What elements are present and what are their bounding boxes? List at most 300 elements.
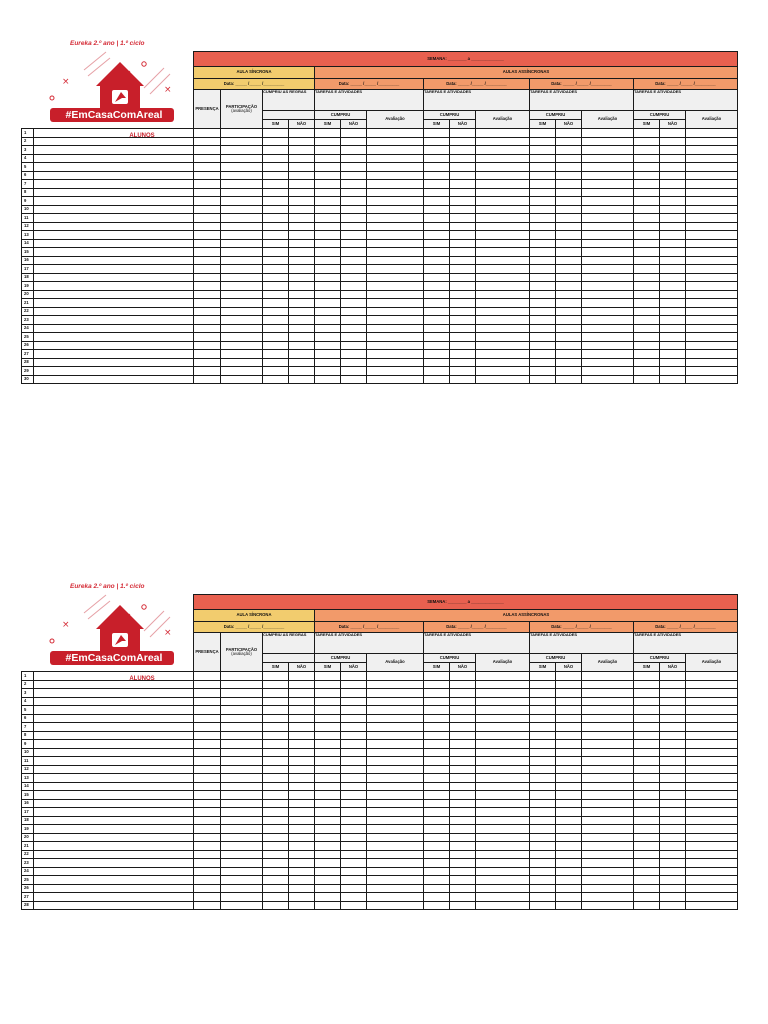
grade-cell[interactable] xyxy=(367,740,424,749)
grade-cell[interactable] xyxy=(367,154,424,163)
grade-cell[interactable] xyxy=(341,782,367,791)
grade-cell[interactable] xyxy=(582,333,634,342)
grade-cell[interactable] xyxy=(263,672,289,681)
grade-cell[interactable] xyxy=(221,188,263,197)
grade-cell[interactable] xyxy=(530,171,556,180)
student-name-cell[interactable] xyxy=(34,808,194,817)
grade-cell[interactable] xyxy=(315,367,341,376)
grade-cell[interactable] xyxy=(450,341,476,350)
grade-cell[interactable] xyxy=(194,341,221,350)
grade-cell[interactable] xyxy=(660,299,686,308)
grade-cell[interactable] xyxy=(424,188,450,197)
grade-cell[interactable] xyxy=(315,163,341,172)
grade-cell[interactable] xyxy=(263,714,289,723)
grade-cell[interactable] xyxy=(686,146,738,155)
grade-cell[interactable] xyxy=(367,248,424,257)
grade-cell[interactable] xyxy=(315,680,341,689)
grade-cell[interactable] xyxy=(341,256,367,265)
grade-cell[interactable] xyxy=(289,299,315,308)
grade-cell[interactable] xyxy=(367,672,424,681)
grade-cell[interactable] xyxy=(476,774,530,783)
grade-cell[interactable] xyxy=(450,222,476,231)
grade-cell[interactable] xyxy=(556,859,582,868)
grade-cell[interactable] xyxy=(660,706,686,715)
grade-cell[interactable] xyxy=(367,256,424,265)
grade-cell[interactable] xyxy=(634,765,660,774)
grade-cell[interactable] xyxy=(660,163,686,172)
grade-cell[interactable] xyxy=(634,680,660,689)
grade-cell[interactable] xyxy=(315,273,341,282)
grade-cell[interactable] xyxy=(660,731,686,740)
grade-cell[interactable] xyxy=(530,205,556,214)
student-name-cell[interactable] xyxy=(34,740,194,749)
grade-cell[interactable] xyxy=(263,791,289,800)
grade-cell[interactable] xyxy=(194,324,221,333)
grade-cell[interactable] xyxy=(424,867,450,876)
grade-cell[interactable] xyxy=(450,689,476,698)
grade-cell[interactable] xyxy=(194,358,221,367)
student-name-cell[interactable] xyxy=(34,316,194,325)
grade-cell[interactable] xyxy=(582,680,634,689)
grade-cell[interactable] xyxy=(686,680,738,689)
grade-cell[interactable] xyxy=(582,256,634,265)
grade-cell[interactable] xyxy=(194,757,221,766)
grade-cell[interactable] xyxy=(476,706,530,715)
grade-cell[interactable] xyxy=(634,706,660,715)
grade-cell[interactable] xyxy=(341,757,367,766)
grade-cell[interactable] xyxy=(341,180,367,189)
grade-cell[interactable] xyxy=(530,299,556,308)
grade-cell[interactable] xyxy=(476,129,530,138)
grade-cell[interactable] xyxy=(367,808,424,817)
grade-cell[interactable] xyxy=(530,375,556,384)
grade-cell[interactable] xyxy=(341,740,367,749)
grade-cell[interactable] xyxy=(660,205,686,214)
grade-cell[interactable] xyxy=(660,672,686,681)
grade-cell[interactable] xyxy=(450,884,476,893)
grade-cell[interactable] xyxy=(194,859,221,868)
grade-cell[interactable] xyxy=(686,714,738,723)
grade-cell[interactable] xyxy=(660,290,686,299)
student-name-cell[interactable] xyxy=(34,816,194,825)
grade-cell[interactable] xyxy=(686,706,738,715)
grade-cell[interactable] xyxy=(450,358,476,367)
grade-cell[interactable] xyxy=(341,341,367,350)
grade-cell[interactable] xyxy=(660,171,686,180)
grade-cell[interactable] xyxy=(686,723,738,732)
grade-cell[interactable] xyxy=(634,137,660,146)
grade-cell[interactable] xyxy=(556,129,582,138)
grade-cell[interactable] xyxy=(341,731,367,740)
grade-cell[interactable] xyxy=(634,299,660,308)
grade-cell[interactable] xyxy=(315,689,341,698)
grade-cell[interactable] xyxy=(530,239,556,248)
grade-cell[interactable] xyxy=(476,214,530,223)
grade-cell[interactable] xyxy=(450,850,476,859)
grade-cell[interactable] xyxy=(315,129,341,138)
grade-cell[interactable] xyxy=(289,765,315,774)
grade-cell[interactable] xyxy=(315,324,341,333)
grade-cell[interactable] xyxy=(194,689,221,698)
grade-cell[interactable] xyxy=(221,256,263,265)
grade-cell[interactable] xyxy=(450,273,476,282)
grade-cell[interactable] xyxy=(556,282,582,291)
grade-cell[interactable] xyxy=(341,833,367,842)
grade-cell[interactable] xyxy=(289,367,315,376)
student-name-cell[interactable] xyxy=(34,231,194,240)
grade-cell[interactable] xyxy=(367,876,424,885)
grade-cell[interactable] xyxy=(476,748,530,757)
grade-cell[interactable] xyxy=(686,791,738,800)
grade-cell[interactable] xyxy=(476,333,530,342)
grade-cell[interactable] xyxy=(221,901,263,910)
grade-cell[interactable] xyxy=(289,290,315,299)
grade-cell[interactable] xyxy=(582,290,634,299)
grade-cell[interactable] xyxy=(686,901,738,910)
grade-cell[interactable] xyxy=(341,799,367,808)
grade-cell[interactable] xyxy=(686,239,738,248)
grade-cell[interactable] xyxy=(367,884,424,893)
grade-cell[interactable] xyxy=(367,265,424,274)
grade-cell[interactable] xyxy=(476,290,530,299)
grade-cell[interactable] xyxy=(367,188,424,197)
grade-cell[interactable] xyxy=(660,850,686,859)
grade-cell[interactable] xyxy=(194,876,221,885)
grade-cell[interactable] xyxy=(582,723,634,732)
grade-cell[interactable] xyxy=(582,808,634,817)
grade-cell[interactable] xyxy=(424,256,450,265)
grade-cell[interactable] xyxy=(367,375,424,384)
grade-cell[interactable] xyxy=(634,689,660,698)
grade-cell[interactable] xyxy=(634,180,660,189)
grade-cell[interactable] xyxy=(263,765,289,774)
grade-cell[interactable] xyxy=(367,222,424,231)
grade-cell[interactable] xyxy=(194,697,221,706)
grade-cell[interactable] xyxy=(450,146,476,155)
grade-cell[interactable] xyxy=(194,375,221,384)
grade-cell[interactable] xyxy=(530,740,556,749)
grade-cell[interactable] xyxy=(367,893,424,902)
grade-cell[interactable] xyxy=(341,816,367,825)
student-name-cell[interactable] xyxy=(34,180,194,189)
grade-cell[interactable] xyxy=(556,290,582,299)
grade-cell[interactable] xyxy=(315,137,341,146)
grade-cell[interactable] xyxy=(289,697,315,706)
grade-cell[interactable] xyxy=(289,723,315,732)
grade-cell[interactable] xyxy=(450,129,476,138)
grade-cell[interactable] xyxy=(221,816,263,825)
grade-cell[interactable] xyxy=(476,723,530,732)
grade-cell[interactable] xyxy=(289,706,315,715)
grade-cell[interactable] xyxy=(424,324,450,333)
grade-cell[interactable] xyxy=(315,265,341,274)
grade-cell[interactable] xyxy=(686,876,738,885)
grade-cell[interactable] xyxy=(367,137,424,146)
grade-cell[interactable] xyxy=(424,859,450,868)
grade-cell[interactable] xyxy=(263,324,289,333)
grade-cell[interactable] xyxy=(424,222,450,231)
student-name-cell[interactable] xyxy=(34,782,194,791)
grade-cell[interactable] xyxy=(194,231,221,240)
grade-cell[interactable] xyxy=(634,859,660,868)
grade-cell[interactable] xyxy=(424,680,450,689)
grade-cell[interactable] xyxy=(634,265,660,274)
grade-cell[interactable] xyxy=(315,825,341,834)
grade-cell[interactable] xyxy=(424,714,450,723)
grade-cell[interactable] xyxy=(424,876,450,885)
grade-cell[interactable] xyxy=(634,740,660,749)
grade-cell[interactable] xyxy=(315,867,341,876)
grade-cell[interactable] xyxy=(582,697,634,706)
grade-cell[interactable] xyxy=(315,808,341,817)
grade-cell[interactable] xyxy=(660,154,686,163)
grade-cell[interactable] xyxy=(263,825,289,834)
grade-cell[interactable] xyxy=(476,680,530,689)
grade-cell[interactable] xyxy=(341,248,367,257)
grade-cell[interactable] xyxy=(289,867,315,876)
grade-cell[interactable] xyxy=(263,299,289,308)
grade-cell[interactable] xyxy=(450,282,476,291)
grade-cell[interactable] xyxy=(424,129,450,138)
grade-cell[interactable] xyxy=(367,358,424,367)
grade-cell[interactable] xyxy=(424,214,450,223)
grade-cell[interactable] xyxy=(476,358,530,367)
grade-cell[interactable] xyxy=(367,197,424,206)
grade-cell[interactable] xyxy=(530,282,556,291)
grade-cell[interactable] xyxy=(424,689,450,698)
grade-cell[interactable] xyxy=(530,367,556,376)
grade-cell[interactable] xyxy=(315,799,341,808)
grade-cell[interactable] xyxy=(341,129,367,138)
grade-cell[interactable] xyxy=(341,273,367,282)
grade-cell[interactable] xyxy=(450,316,476,325)
grade-cell[interactable] xyxy=(634,163,660,172)
grade-cell[interactable] xyxy=(686,375,738,384)
grade-cell[interactable] xyxy=(530,180,556,189)
grade-cell[interactable] xyxy=(634,358,660,367)
grade-cell[interactable] xyxy=(476,350,530,359)
grade-cell[interactable] xyxy=(367,324,424,333)
grade-cell[interactable] xyxy=(221,171,263,180)
grade-cell[interactable] xyxy=(582,350,634,359)
grade-cell[interactable] xyxy=(341,265,367,274)
grade-cell[interactable] xyxy=(424,375,450,384)
grade-cell[interactable] xyxy=(530,231,556,240)
grade-cell[interactable] xyxy=(289,180,315,189)
grade-cell[interactable] xyxy=(686,672,738,681)
grade-cell[interactable] xyxy=(556,833,582,842)
grade-cell[interactable] xyxy=(289,239,315,248)
grade-cell[interactable] xyxy=(194,129,221,138)
grade-cell[interactable] xyxy=(686,222,738,231)
grade-cell[interactable] xyxy=(476,697,530,706)
grade-cell[interactable] xyxy=(556,324,582,333)
grade-cell[interactable] xyxy=(582,188,634,197)
grade-cell[interactable] xyxy=(289,816,315,825)
grade-cell[interactable] xyxy=(450,782,476,791)
grade-cell[interactable] xyxy=(221,782,263,791)
grade-cell[interactable] xyxy=(450,731,476,740)
grade-cell[interactable] xyxy=(660,859,686,868)
grade-cell[interactable] xyxy=(367,782,424,791)
grade-cell[interactable] xyxy=(634,375,660,384)
grade-cell[interactable] xyxy=(450,324,476,333)
student-name-cell[interactable] xyxy=(34,859,194,868)
grade-cell[interactable] xyxy=(315,307,341,316)
grade-cell[interactable] xyxy=(582,265,634,274)
grade-cell[interactable] xyxy=(556,765,582,774)
grade-cell[interactable] xyxy=(556,163,582,172)
grade-cell[interactable] xyxy=(582,901,634,910)
grade-cell[interactable] xyxy=(634,188,660,197)
grade-cell[interactable] xyxy=(263,129,289,138)
grade-cell[interactable] xyxy=(424,367,450,376)
grade-cell[interactable] xyxy=(367,706,424,715)
grade-cell[interactable] xyxy=(686,350,738,359)
grade-cell[interactable] xyxy=(341,205,367,214)
grade-cell[interactable] xyxy=(660,884,686,893)
grade-cell[interactable] xyxy=(530,876,556,885)
grade-cell[interactable] xyxy=(263,222,289,231)
grade-cell[interactable] xyxy=(556,825,582,834)
grade-cell[interactable] xyxy=(634,273,660,282)
grade-cell[interactable] xyxy=(634,324,660,333)
grade-cell[interactable] xyxy=(634,129,660,138)
grade-cell[interactable] xyxy=(450,171,476,180)
grade-cell[interactable] xyxy=(315,341,341,350)
grade-cell[interactable] xyxy=(582,239,634,248)
grade-cell[interactable] xyxy=(194,171,221,180)
grade-cell[interactable] xyxy=(194,808,221,817)
student-name-cell[interactable] xyxy=(34,876,194,885)
grade-cell[interactable] xyxy=(221,876,263,885)
grade-cell[interactable] xyxy=(686,833,738,842)
grade-cell[interactable] xyxy=(315,256,341,265)
student-name-cell[interactable] xyxy=(34,239,194,248)
grade-cell[interactable] xyxy=(221,740,263,749)
grade-cell[interactable] xyxy=(263,867,289,876)
grade-cell[interactable] xyxy=(450,231,476,240)
grade-cell[interactable] xyxy=(194,205,221,214)
grade-cell[interactable] xyxy=(315,197,341,206)
grade-cell[interactable] xyxy=(424,231,450,240)
grade-cell[interactable] xyxy=(530,757,556,766)
grade-cell[interactable] xyxy=(315,358,341,367)
grade-cell[interactable] xyxy=(634,341,660,350)
grade-cell[interactable] xyxy=(289,808,315,817)
grade-cell[interactable] xyxy=(530,341,556,350)
grade-cell[interactable] xyxy=(367,214,424,223)
grade-cell[interactable] xyxy=(686,884,738,893)
grade-cell[interactable] xyxy=(530,307,556,316)
grade-cell[interactable] xyxy=(289,825,315,834)
grade-cell[interactable] xyxy=(194,680,221,689)
grade-cell[interactable] xyxy=(289,680,315,689)
grade-cell[interactable] xyxy=(315,299,341,308)
grade-cell[interactable] xyxy=(634,816,660,825)
grade-cell[interactable] xyxy=(367,273,424,282)
grade-cell[interactable] xyxy=(582,324,634,333)
grade-cell[interactable] xyxy=(582,791,634,800)
grade-cell[interactable] xyxy=(367,731,424,740)
grade-cell[interactable] xyxy=(424,672,450,681)
grade-cell[interactable] xyxy=(289,231,315,240)
grade-cell[interactable] xyxy=(450,825,476,834)
grade-cell[interactable] xyxy=(686,816,738,825)
student-name-cell[interactable] xyxy=(34,137,194,146)
student-name-cell[interactable] xyxy=(34,672,194,681)
grade-cell[interactable] xyxy=(476,757,530,766)
grade-cell[interactable] xyxy=(582,248,634,257)
grade-cell[interactable] xyxy=(424,731,450,740)
grade-cell[interactable] xyxy=(556,791,582,800)
grade-cell[interactable] xyxy=(424,299,450,308)
grade-cell[interactable] xyxy=(530,290,556,299)
grade-cell[interactable] xyxy=(194,248,221,257)
grade-cell[interactable] xyxy=(530,791,556,800)
grade-cell[interactable] xyxy=(582,672,634,681)
grade-cell[interactable] xyxy=(634,757,660,766)
grade-cell[interactable] xyxy=(686,867,738,876)
grade-cell[interactable] xyxy=(315,893,341,902)
grade-cell[interactable] xyxy=(341,367,367,376)
grade-cell[interactable] xyxy=(660,825,686,834)
grade-cell[interactable] xyxy=(660,901,686,910)
grade-cell[interactable] xyxy=(221,714,263,723)
grade-cell[interactable] xyxy=(289,799,315,808)
grade-cell[interactable] xyxy=(660,714,686,723)
student-name-cell[interactable] xyxy=(34,689,194,698)
grade-cell[interactable] xyxy=(556,350,582,359)
grade-cell[interactable] xyxy=(556,154,582,163)
grade-cell[interactable] xyxy=(341,825,367,834)
grade-cell[interactable] xyxy=(221,239,263,248)
grade-cell[interactable] xyxy=(450,197,476,206)
grade-cell[interactable] xyxy=(634,833,660,842)
grade-cell[interactable] xyxy=(263,367,289,376)
grade-cell[interactable] xyxy=(582,757,634,766)
grade-cell[interactable] xyxy=(263,154,289,163)
grade-cell[interactable] xyxy=(263,850,289,859)
grade-cell[interactable] xyxy=(556,333,582,342)
grade-cell[interactable] xyxy=(686,248,738,257)
grade-cell[interactable] xyxy=(530,214,556,223)
grade-cell[interactable] xyxy=(367,163,424,172)
grade-cell[interactable] xyxy=(476,205,530,214)
grade-cell[interactable] xyxy=(450,256,476,265)
grade-cell[interactable] xyxy=(686,299,738,308)
grade-cell[interactable] xyxy=(476,765,530,774)
grade-cell[interactable] xyxy=(476,791,530,800)
student-name-cell[interactable] xyxy=(34,163,194,172)
grade-cell[interactable] xyxy=(315,188,341,197)
grade-cell[interactable] xyxy=(424,901,450,910)
student-name-cell[interactable] xyxy=(34,256,194,265)
student-name-cell[interactable] xyxy=(34,214,194,223)
grade-cell[interactable] xyxy=(450,893,476,902)
grade-cell[interactable] xyxy=(289,689,315,698)
grade-cell[interactable] xyxy=(686,188,738,197)
grade-cell[interactable] xyxy=(450,765,476,774)
grade-cell[interactable] xyxy=(556,367,582,376)
grade-cell[interactable] xyxy=(686,341,738,350)
grade-cell[interactable] xyxy=(530,774,556,783)
grade-cell[interactable] xyxy=(194,146,221,155)
grade-cell[interactable] xyxy=(289,859,315,868)
student-name-cell[interactable] xyxy=(34,791,194,800)
grade-cell[interactable] xyxy=(367,239,424,248)
grade-cell[interactable] xyxy=(686,154,738,163)
